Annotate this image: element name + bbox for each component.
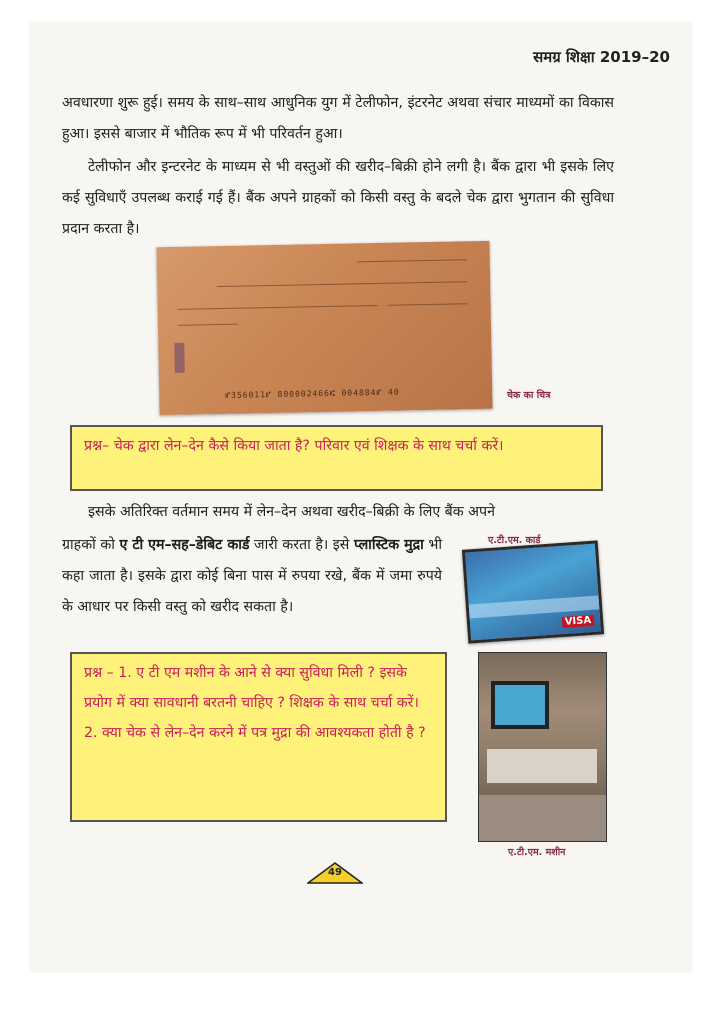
paragraph-text: टेलीफोन और इन्टरनेट के माध्यम से भी वस्तुओं की खरीद–बिक्री होने लगी है। बैंक द्वारा भी इसके लिए कई सुविधाएँ उपलब्ध कराई गई हैं। बैंक अपने ग्राहकों को किसी वस्तु के बदले चेक द्वारा भुगतान की सुविधा प्रदान करता है। — [62, 159, 614, 237]
paragraph-telephone-internet — [62, 152, 614, 245]
paragraph-text: इसके अतिरिक्त वर्तमान समय में लेन–देन अथवा खरीद–बिक्री के लिए बैंक अपने — [88, 504, 495, 520]
text-span: ग्राहकों को — [62, 537, 120, 553]
question-box-atm — [70, 652, 447, 822]
atm-card-caption: ए.टी.एम. कार्ड — [488, 535, 541, 546]
bold-term-plastic-money: प्लास्टिक मुद्रा — [353, 537, 424, 553]
paragraph-atm-intro — [62, 497, 614, 528]
question-text-2: 2. क्या चेक से लेन–देन करने में पत्र मुद्रा की आवश्यकता होती है ? — [84, 725, 426, 741]
bank-logo-icon — [174, 341, 275, 373]
question-text: प्रश्न– चेक द्वारा लेन–देन कैसे किया जाता है? परिवार एवं शिक्षक के साथ चर्चा करें। — [84, 438, 504, 454]
bold-term-atm-card: ए टी एम–सह–डेबिट कार्ड — [119, 537, 250, 553]
question-box-cheque — [70, 425, 603, 491]
atm-machine-caption: ए.टी.एम. मशीन — [508, 847, 566, 858]
cheque-caption: चेक का चित्र — [507, 390, 551, 401]
paragraph-intro: अवधारणा शुरू हुई। समय के साथ–साथ आधुनिक युग में टेलीफोन, इंटरनेट अथवा संचार माध्यमों का विकास हुआ। इससे बाजार में भौतिक रूप में भी परिवर्तन हुआ। — [62, 95, 614, 142]
question-text-1: प्रश्न – 1. ए टी एम मशीन के आने से क्या सुविधा मिली ? इसके प्रयोग में क्या सावधानी बरतनी चाहिए ? शिक्षक के साथ चर्चा करें। — [84, 665, 419, 711]
text-span: जारी करता है। इसे — [249, 537, 354, 553]
paragraph-atm-card — [62, 530, 442, 623]
cheque-image — [156, 241, 492, 415]
atm-base — [479, 795, 606, 841]
cheque-micr-line: ⑈356011⑈ 800002466⑆ 004884⑈ 40 — [225, 387, 400, 400]
page-number — [307, 862, 363, 884]
visa-logo: VISA — [561, 615, 594, 628]
text-span: भी कहा जाता है। इसके द्वारा कोई बिना पास में रुपया रखे, बैंक में जमा रुपये के आधार पर किसी वस्तु को खरीद सकता है। — [62, 537, 443, 615]
page-header-title: समग्र शिक्षा 2019–20 — [533, 48, 670, 66]
atm-screen — [491, 681, 549, 729]
atm-keypad-panel — [487, 749, 597, 783]
atm-machine-image — [478, 652, 607, 842]
atm-card-image — [462, 540, 604, 643]
page-number-text: 49 — [328, 867, 342, 878]
